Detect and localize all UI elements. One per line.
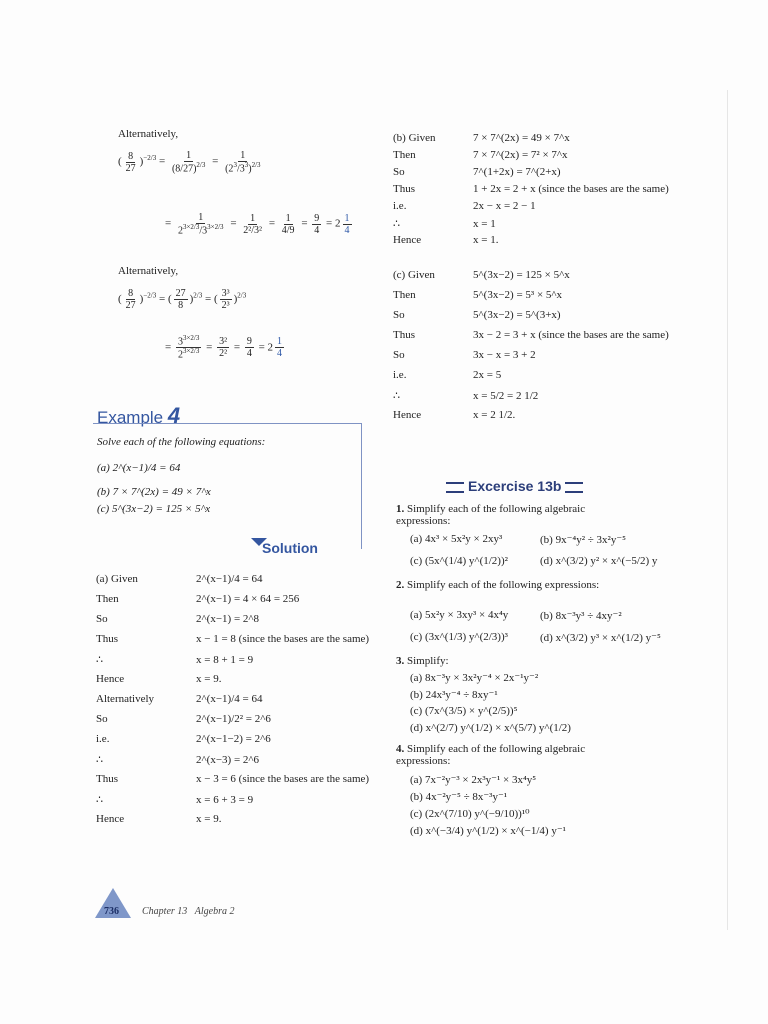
step-label: i.e. — [96, 733, 110, 745]
step-label: Hence — [96, 673, 125, 685]
step-label: Then — [96, 593, 119, 605]
step-expression: 2^(x−1) = 4 × 64 = 256 — [196, 593, 300, 605]
solution-b-step — [393, 200, 536, 212]
step-label: So — [96, 713, 108, 725]
step-expression: x − 1 = 8 (since the bases are the same) — [196, 633, 370, 645]
question-part: (b) 8x⁻³y³ ÷ 4xy⁻² — [540, 610, 622, 622]
question-part: (a) 4x³ × 5x²y × 2xy³ — [410, 533, 503, 545]
step-label: Thus — [393, 183, 415, 195]
step-label: Thus — [96, 633, 118, 645]
step-label: ∴ — [393, 390, 400, 402]
question-part: (b) 4x⁻²y⁻⁵ ÷ 8x⁻³y⁻¹ — [410, 791, 508, 803]
exercise-question — [396, 503, 636, 527]
step-label: So — [393, 166, 405, 178]
alt2-line1: ( $\frac{8}{27}$ )$^{-2/3}$ = ( $\frac{27}{8}$ )$^{2/3}$ = ( $\frac{\text{3³}}{\text{2³}}$ )$^{2/3}$ — [118, 288, 247, 311]
solution-a-step — [96, 613, 259, 625]
solution-c-step — [393, 289, 562, 301]
heading-bar-left — [446, 482, 464, 493]
step-label: So — [393, 349, 405, 361]
solution-heading: Solution — [262, 540, 318, 556]
example-item-a: (a) 2^(x−1)/4 = 64 — [97, 462, 181, 474]
step-expression: 7 × 7^(2x) = 7² × 7^x — [473, 149, 568, 161]
question-part: (d) x^(2/7) y^(1/2) × x^(5/7) y^(1/2) — [410, 722, 571, 734]
step-expression: 7 × 7^(2x) = 49 × 7^x — [473, 132, 570, 144]
step-expression: 2^(x−1−2) = 2^6 — [196, 733, 271, 745]
solution-b-step — [393, 166, 561, 178]
example-heading: Example 4 — [97, 403, 181, 428]
solution-b-step — [393, 183, 669, 195]
question-number: 1. — [396, 503, 407, 515]
exercise-question — [396, 743, 636, 767]
question-text: Simplify each of the following algebraic expressions: — [396, 743, 586, 767]
step-label: (a) Given — [96, 573, 138, 585]
step-label: Thus — [96, 773, 118, 785]
solution-a-step — [96, 693, 262, 705]
step-expression: 7^(1+2x) = 7^(2+x) — [473, 166, 561, 178]
question-part: (a) 5x²y × 3xy³ × 4x⁴y — [410, 609, 509, 621]
solution-b-step — [393, 149, 568, 161]
step-label: So — [393, 309, 405, 321]
question-number: 4. — [396, 743, 407, 755]
step-label: Hence — [96, 813, 125, 825]
step-expression: 1 + 2x = 2 + x (since the bases are the same) — [473, 183, 669, 195]
question-text: Simplify each of the following algebraic expressions: — [396, 503, 586, 527]
solution-c-step — [393, 349, 536, 361]
solution-a-step — [96, 673, 221, 685]
step-label: Then — [393, 289, 416, 301]
step-expression: x − 3 = 6 (since the bases are the same) — [196, 773, 370, 785]
step-expression: x = 2 1/2. — [473, 409, 516, 421]
step-expression: 2^(x−1)/4 = 64 — [196, 573, 263, 585]
solution-a-step — [96, 813, 221, 825]
alt1-line1: ( $\frac{8}{27}$ )$^{-2/3}$ = $\frac{1}{(8/27)^{2/3}}$ = $\frac{1}{(2^3/3^3)^{2/3}}$ — [118, 150, 261, 175]
question-part: (b) 9x⁻⁴y² ÷ 3x²y⁻⁵ — [540, 534, 626, 546]
question-part: (c) (3x^(1/3) y^(2/3))³ — [410, 631, 508, 643]
page-gutter — [727, 90, 728, 930]
question-part: (a) 8x⁻³y × 3x²y⁻⁴ × 2x⁻¹y⁻² — [410, 672, 539, 684]
alt2-line2: = $\frac{3^{3\times 2/3}}{2^{3\times 2/3}}$ = $\frac{\text{3²}}{\text{2²}}$ = $\frac{9}{4}$ = 2 $\frac{1}{4}$ — [165, 334, 283, 361]
alt1-heading: Alternatively, — [118, 128, 179, 140]
solution-c-step — [393, 329, 669, 341]
step-expression: x = 1 — [473, 218, 496, 230]
step-label: ∴ — [393, 218, 400, 230]
question-part: (d) x^(3/2) y² × x^(−5/2) y — [540, 555, 658, 567]
question-text: Simplify each of the following expressions: — [407, 579, 600, 591]
step-expression: 2^(x−1)/4 = 64 — [196, 693, 263, 705]
solution-a-step — [96, 593, 299, 605]
question-part: (c) (5x^(1/4) y^(1/2))² — [410, 555, 508, 567]
solution-b-step — [393, 132, 570, 144]
step-label: Then — [393, 149, 416, 161]
solution-c-step — [393, 369, 501, 381]
step-expression: 2^(x−3) = 2^6 — [196, 754, 260, 766]
step-label: (c) Given — [393, 269, 435, 281]
solution-b-step — [393, 217, 496, 230]
step-expression: 2^(x−1) = 2^8 — [196, 613, 260, 625]
step-expression: x = 9. — [196, 813, 222, 825]
solution-a-step — [96, 793, 253, 806]
step-expression: x = 5/2 = 2 1/2 — [473, 390, 539, 402]
exercise-question — [396, 579, 636, 591]
step-label: (b) Given — [393, 132, 436, 144]
step-label: Hence — [393, 409, 422, 421]
exercise-heading: Excercise 13b — [442, 478, 587, 494]
step-expression: 3x − 2 = 3 + x (since the bases are the same) — [473, 329, 669, 341]
example-prompt: Solve each of the following equations: — [97, 436, 266, 448]
step-label: So — [96, 613, 108, 625]
step-expression: 5^(3x−2) = 125 × 5^x — [473, 269, 570, 281]
question-part: (b) 24x³y⁻⁴ ÷ 8xy⁻¹ — [410, 689, 498, 701]
step-label: Thus — [393, 329, 415, 341]
step-label: ∴ — [96, 754, 103, 766]
step-expression: x = 1. — [473, 234, 499, 246]
solution-c-step — [393, 389, 538, 402]
solution-a-step — [96, 733, 271, 745]
solution-c-step — [393, 309, 561, 321]
footer-chapter: Chapter 13 Algebra 2 — [142, 906, 235, 917]
example-item-b: (b) 7 × 7^(2x) = 49 × 7^x — [97, 486, 211, 498]
alt2-heading: Alternatively, — [118, 265, 179, 277]
solution-c-step — [393, 269, 570, 281]
question-part: (d) x^(−3/4) y^(1/2) × x^(−1/4) y⁻¹ — [410, 825, 566, 837]
question-text: Simplify: — [407, 655, 449, 667]
solution-b-step — [393, 234, 498, 246]
solution-a-step — [96, 753, 259, 766]
step-label: i.e. — [393, 369, 407, 381]
exercise-question — [396, 655, 636, 667]
step-expression: 2x − x = 2 − 1 — [473, 200, 536, 212]
question-part: (a) 7x⁻²y⁻³ × 2x³y⁻¹ × 3x⁴y⁵ — [410, 774, 537, 786]
heading-bar-right — [565, 482, 583, 493]
step-label: Hence — [393, 234, 422, 246]
solution-a-step — [96, 713, 271, 725]
solution-a-step — [96, 633, 369, 645]
alt1-line2: = $\frac{1}{2^{3\times 2/3}/3^{3\times 2/3}}$ = $\frac{1}{\text{2²/3²}}$ = $\frac{1}{4/9}$ = $\frac{9}{4}$ = 2 $\frac{1}{4}$ — [165, 212, 350, 237]
step-expression: 2^(x−1)/2² = 2^6 — [196, 713, 271, 725]
step-expression: 5^(3x−2) = 5³ × 5^x — [473, 289, 563, 301]
step-expression: 3x − x = 3 + 2 — [473, 349, 536, 361]
step-expression: 2x = 5 — [473, 369, 502, 381]
step-label: ∴ — [96, 794, 103, 806]
solution-a-step — [96, 653, 253, 666]
step-expression: x = 8 + 1 = 9 — [196, 654, 254, 666]
step-expression: 5^(3x−2) = 5^(3+x) — [473, 309, 561, 321]
step-label: Alternatively — [96, 693, 155, 705]
solution-c-step — [393, 409, 515, 421]
question-part: (c) (7x^(3/5) × y^(2/5))⁵ — [410, 705, 518, 717]
question-number: 3. — [396, 655, 407, 667]
step-expression: x = 9. — [196, 673, 222, 685]
example-item-c: (c) 5^(3x−2) = 125 × 5^x — [97, 503, 211, 515]
solution-a-step — [96, 573, 262, 585]
question-part: (d) x^(3/2) y³ × x^(1/2) y⁻⁵ — [540, 632, 661, 644]
step-expression: x = 6 + 3 = 9 — [196, 794, 254, 806]
step-label: ∴ — [96, 654, 103, 666]
solution-a-step — [96, 773, 369, 785]
page-number: 736 — [104, 906, 119, 917]
question-number: 2. — [396, 579, 407, 591]
question-part: (c) (2x^(7/10) y^(−9/10))¹⁰ — [410, 808, 530, 820]
step-label: i.e. — [393, 200, 407, 212]
